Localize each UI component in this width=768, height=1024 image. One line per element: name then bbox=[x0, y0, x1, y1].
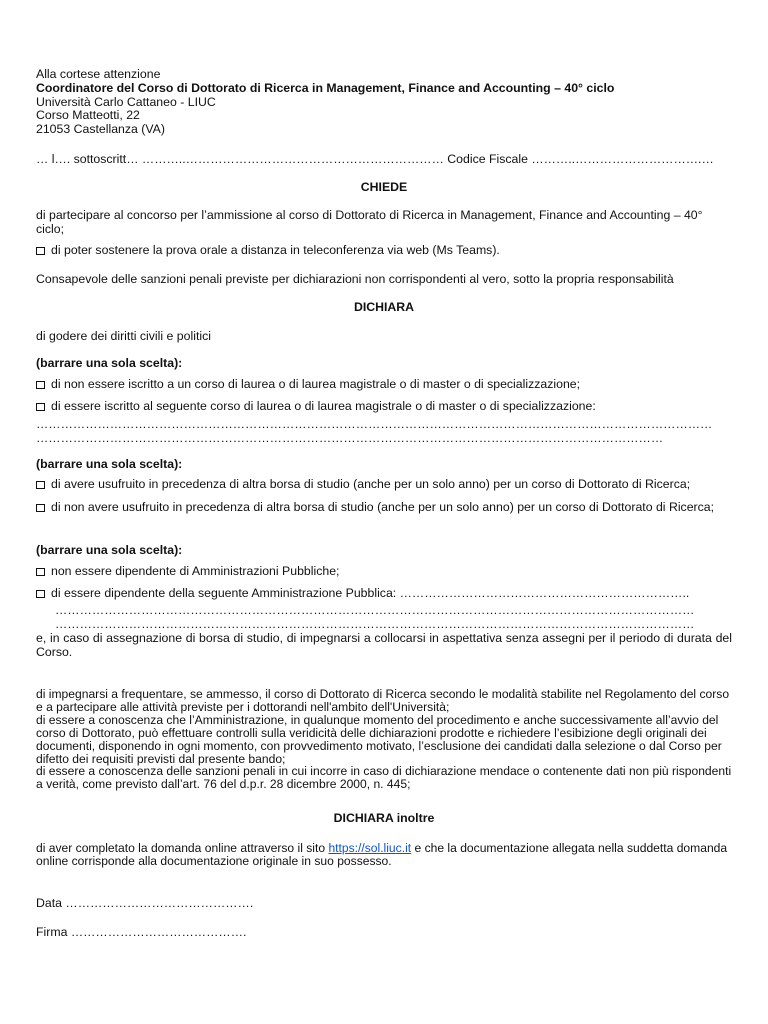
address-city: 21053 Castellanza (VA) bbox=[36, 123, 165, 137]
option-enrolled[interactable] bbox=[36, 400, 732, 414]
address-street: Corso Matteotti, 22 bbox=[36, 109, 140, 123]
signer-fields: … l…. sottoscritt… ………..……………………………………………………… Codice Fiscale ………..………………………….… bbox=[36, 153, 714, 166]
signature-field[interactable] bbox=[36, 926, 732, 940]
checkbox-not-enrolled[interactable] bbox=[36, 381, 45, 389]
option-not-public-employee[interactable] bbox=[36, 565, 732, 579]
diritti-civili bbox=[36, 330, 732, 344]
consapevole-text: Consapevole delle sanzioni penali previste per dichiarazioni non corrispondenti al vero, sotto la propria responsabilità bbox=[36, 273, 674, 286]
diritti-civili-text: di godere dei diritti civili e politici bbox=[36, 330, 211, 343]
option-not-enrolled[interactable] bbox=[36, 378, 732, 392]
option-no-scholarship[interactable] bbox=[36, 501, 732, 515]
declaration-controls: di essere a conoscenza che l’Amministrazione, in qualunque momento del procedimento e anche successivamente all’avvio del corso di Dottorato, può effettuare controlli sulla veridicità delle dichiarazioni prodotte e richiedere l’esibizione degli originali dei documenti, disponendo in ogni momento, con provvedimento motivato, l’esclusione dei candidati dalla selezione o dal Corso per difetto dei requisiti previsti dal presente bando; bbox=[36, 712, 722, 766]
signature-field-text: Firma ……………………………………. bbox=[36, 926, 247, 939]
consapevole-paragraph bbox=[36, 273, 732, 287]
chiede-paragraph: di partecipare al concorso per l’ammissione al corso di Dottorato di Ricerca in Management, Finance and Accounting – 40° ciclo; bbox=[36, 208, 703, 236]
option-no-scholarship-label: di non avere usufruito in precedenza di altra borsa di studio (anche per un solo anno) per un corso di Dottorato di Ricerca; bbox=[51, 500, 715, 514]
date-field-text: Data ………………………………………. bbox=[36, 897, 254, 910]
address-university: Università Carlo Cattaneo - LIUC bbox=[36, 95, 216, 109]
option-public-employee[interactable] bbox=[36, 587, 732, 601]
choice-group-1-title bbox=[36, 357, 732, 371]
declarations-block bbox=[36, 688, 732, 791]
sol-liuc-link[interactable]: https://sol.liuc.it bbox=[328, 841, 412, 855]
enrolled-course-dots-2: ……………………………………………………………………………………………………………………………………… bbox=[36, 431, 664, 445]
address-coordinator: Coordinatore del Corso di Dottorato di Ricerca in Management, Finance and Accounting – 40° ciclo bbox=[36, 81, 615, 95]
checkbox-enrolled[interactable] bbox=[36, 403, 45, 411]
option-public-employee-label: di essere dipendente della seguente Amministrazione Pubblica: …………………………………………………………….. bbox=[51, 587, 690, 600]
choice-group-2-title bbox=[36, 458, 732, 472]
checkbox-not-public-employee[interactable] bbox=[36, 568, 45, 576]
option-not-enrolled-label: di non essere iscritto a un corso di laurea o di laurea magistrale o di master o di specializzazione; bbox=[51, 378, 581, 391]
heading-chiede: CHIEDE bbox=[360, 180, 408, 194]
public-administration-dots-2: ………………………………………………………………………………………………………………………………………… bbox=[55, 617, 695, 631]
option-remote-exam-label: di poter sostenere la prova orale a distanza in teleconferenza via web (Ms Teams). bbox=[51, 244, 500, 257]
public-administration-fill[interactable] bbox=[36, 604, 732, 632]
choice-group-1-title-text: (barrare una sola scelta): bbox=[36, 357, 183, 370]
choice-group-3-title-text: (barrare una sola scelta): bbox=[36, 544, 183, 557]
checkbox-no-scholarship[interactable] bbox=[36, 504, 45, 512]
choice-group-2-title-text: (barrare una sola scelta): bbox=[36, 458, 183, 471]
option-had-scholarship[interactable] bbox=[36, 478, 732, 492]
declaration-sanctions: di essere a conoscenza delle sanzioni penali in cui incorre in caso di dichiarazione mendace o contenente dati non più rispondenti a verità, come previsto dall’art. 76 del d.p.r. 28 dicembre 2000, n. 445; bbox=[36, 764, 732, 792]
online-application-paragraph bbox=[36, 842, 732, 868]
choice-group-3-title bbox=[36, 544, 732, 558]
checkbox-public-employee[interactable] bbox=[36, 590, 45, 598]
online-application-text-after: e che la documentazione allegata nella suddetta domanda online corrisponde alla documentazione originale in suo possesso. bbox=[36, 841, 728, 868]
checkbox-remote-exam[interactable] bbox=[36, 247, 45, 255]
option-had-scholarship-label: di avere usufruito in precedenza di altra borsa di studio (anche per un solo anno) per un corso di Dottorato di Ricerca; bbox=[51, 478, 691, 491]
address-block bbox=[36, 68, 732, 137]
enrolled-course-dots-1: ………………………………………………………………………………………………………………………………………………… bbox=[36, 418, 713, 431]
declaration-attendance: di impegnarsi a frequentare, se ammesso, il corso di Dottorato di Ricerca secondo le modalità stabilite nel Regolamento del corso e a partecipare alle attività previste per i dottorandi nell'ambito dell'Università; bbox=[36, 687, 730, 714]
option-enrolled-label: di essere iscritto al seguente corso di laurea o di laurea magistrale o di master o di specializzazione: bbox=[51, 400, 596, 413]
date-field[interactable] bbox=[36, 897, 732, 911]
option-not-public-employee-label: non essere dipendente di Amministrazioni Pubbliche; bbox=[51, 565, 340, 578]
option-remote-exam[interactable] bbox=[36, 244, 732, 258]
public-administration-dots-1: ………………………………………………………………………………………………………………………………………… bbox=[55, 604, 695, 617]
signer-line bbox=[36, 153, 732, 167]
address-attention: Alla cortese attenzione bbox=[36, 68, 161, 81]
enrolled-course-fill[interactable] bbox=[36, 418, 732, 446]
aspettativa-paragraph: e, in caso di assegnazione di borsa di studio, di impegnarsi a collocarsi in aspettativa senza assegni per il periodo di durata del Corso. bbox=[36, 631, 732, 659]
checkbox-had-scholarship[interactable] bbox=[36, 481, 45, 489]
heading-dichiara-inoltre: DICHIARA inoltre bbox=[333, 811, 435, 825]
online-application-text-before: di aver completato la domanda online attraverso il sito bbox=[36, 841, 329, 855]
heading-dichiara: DICHIARA bbox=[353, 300, 415, 314]
